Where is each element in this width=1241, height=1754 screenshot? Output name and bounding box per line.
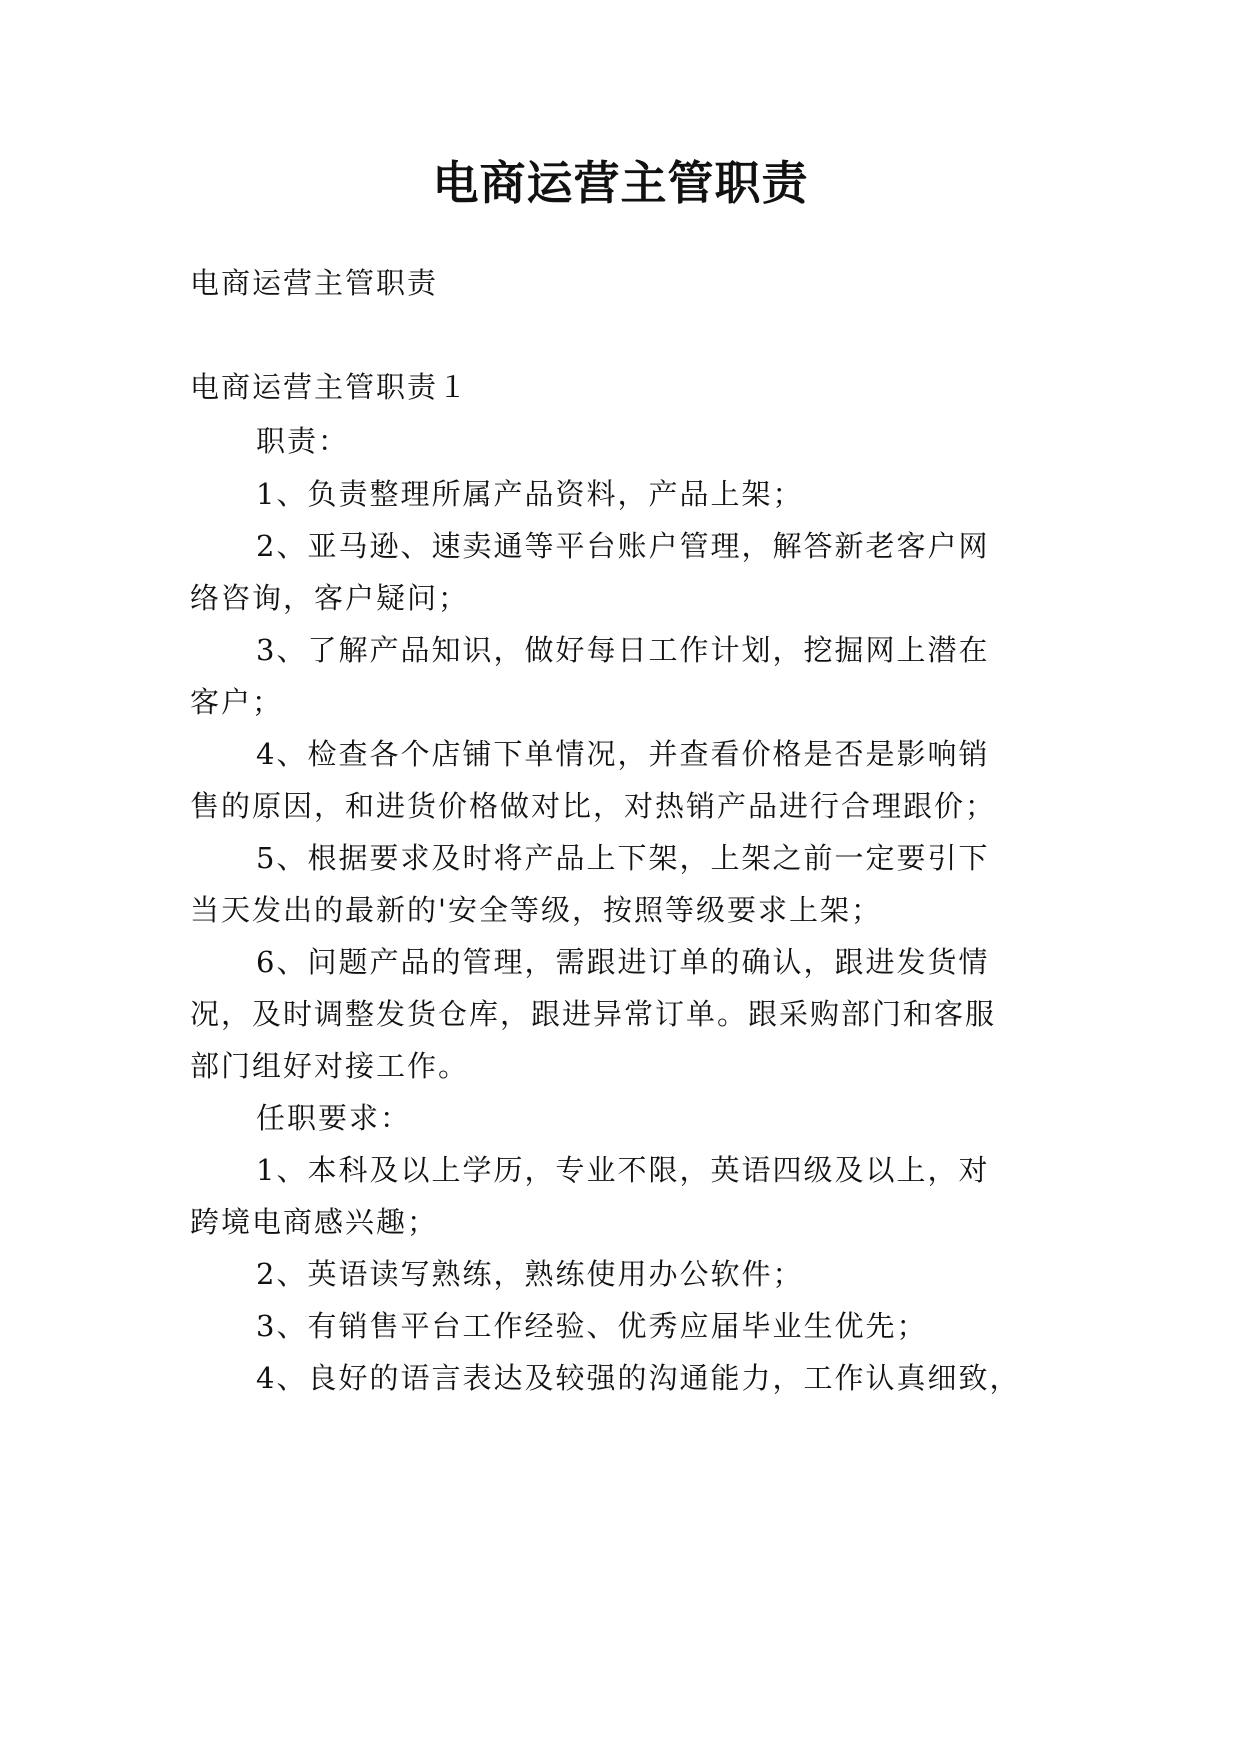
duty-item: 3、了解产品知识，做好每日工作计划，挖掘网上潜在 (256, 633, 990, 667)
duty-item-continuation: 客户； (190, 685, 284, 719)
duty-item-continuation: 售的原因，和进货价格做对比，对热销产品进行合理跟价； (190, 789, 997, 823)
duties-heading: 职责： (256, 424, 350, 458)
requirement-item: 4、良好的语言表达及较强的沟通能力，工作认真细致， (256, 1361, 1021, 1395)
requirements-heading: 任职要求： (256, 1101, 412, 1135)
duty-item: 6、问题产品的管理，需跟进订单的确认，跟进发货情 (256, 945, 990, 979)
section-heading: 电商运营主管职责１ (190, 370, 470, 404)
requirement-item-continuation: 跨境电商感兴趣； (190, 1205, 439, 1239)
duty-item: 4、检查各个店铺下单情况，并查看价格是否是影响销 (256, 737, 990, 771)
subtitle-line: 电商运营主管职责 (190, 266, 439, 300)
duty-item: 5、根据要求及时将产品上下架，上架之前一定要引下 (256, 841, 990, 875)
document-title: 电商运营主管职责 (432, 156, 809, 210)
duty-item-continuation: 当天发出的最新的'安全等级，按照等级要求上架； (190, 893, 882, 927)
duty-item: 1、负责整理所属产品资料，产品上架； (256, 477, 804, 511)
requirement-item: 3、有销售平台工作经验、优秀应届毕业生优先； (256, 1309, 928, 1343)
requirement-item: 1、本科及以上学历，专业不限，英语四级及以上，对 (256, 1153, 990, 1187)
duty-item-continuation: 部门组好对接工作。 (190, 1049, 470, 1083)
duty-item-continuation: 络咨询，客户疑问； (190, 581, 470, 615)
duty-item-continuation: 况，及时调整发货仓库，跟进异常订单。跟采购部门和客服 (190, 997, 997, 1031)
duty-item: 2、亚马逊、速卖通等平台账户管理，解答新老客户网 (256, 529, 990, 563)
requirement-item: 2、英语读写熟练，熟练使用办公软件； (256, 1257, 804, 1291)
